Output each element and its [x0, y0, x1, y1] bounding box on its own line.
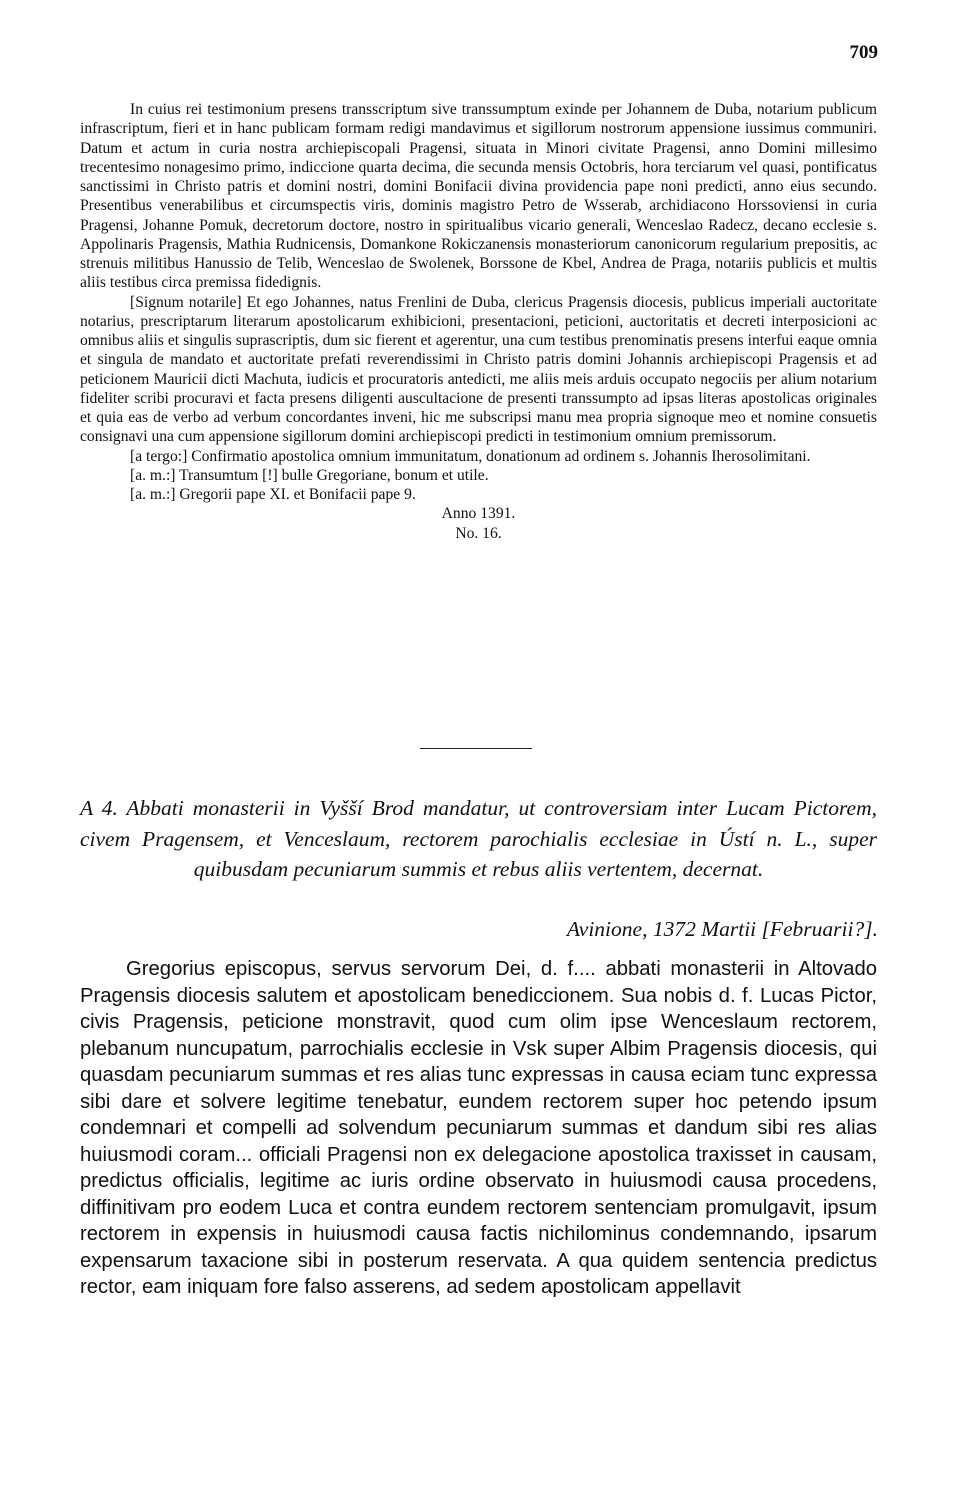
testimonium-paragraph: In cuius rei testimonium presens transscriptum sive transsumptum exinde per Johannem de Duba, notarium publicum infrascriptum, fieri et in hanc publicam formam redigi mandavimus et sigillorum nostrorum appensione iussimus communiri. Datum et actum in curia nostra archiepiscopali Pragensi, situata in Minori civitate Pragensi, anno Domini millesimo trecentesimo nonagesimo primo, indiccione quarta decima, die secunda mensis Octobris, hora terciarum vel quasi, pontificatus sanctissimi in Christo patris et domini nostri, domini Bonifacii divina providencia pape noni predicti, anno eius secundo. Presentibus venerabilibus et circumspectis viris, dominis magistro Petro de Wsserab, archidiacono Horssoviensi in curia Pragensi, Johanne Pomuk, decretorum doctore, nostro in spiritualibus vicario generali, Wenceslao Radecz, decano ecclesie s. Appolinaris Pragensis, Mathia Rudnicensis, Domankone Rokiczanensis monasteriorum canonicorum regularium prepositis, ac strenuis militibus Hanussio de Telib, Wenceslao de Swolenek, Borssone de Kbel, Andrea de Praga, notariis publicis et multis aliis testibus circa premissa fidedignis.	[80, 101, 877, 292]
dateline: Avinione, 1372 Martii [Februarii?].	[566, 917, 878, 941]
document-body: Gregorius episcopus, servus servorum Dei, d. f.... abbati monasterii in Altovado Pragensis diocesis salutem et apostolicam benediccionem. Sua nobis d. f. Lucas Pictor, civis Pragensis, peticione monstravit, quod cum olim ipse Wenceslaum rectorem, plebanum nuncupatum, parrochialis ecclesie in Vsk super Albim Pragensis diocesis, qui quasdam pecuniarum summas et res alias tunc expressas in causa eciam tunc expressa sibi dare et solvere legitime tenebatur, eundem rectorem super hoc petendo ipsum condemnari et compelli ad solvendum pecuniarum summas et dandum sibi res alias huiusmodi coram... officiali Pragensi non ex delegacione apostolica traxisset in causam, predictus officialis, legitime ac iuris ordine observato in huiusmodi causa procedens, diffinitivam pro eodem Luca et contra eundem rectorem sentenciam promulgavit, ipsum rectorem in expensis in huiusmodi causa factis nichilominus condemnando, ipsarum expensarum taxacione sibi in posterum reservata. A qua quidem sentencia predictus rector, eam iniquam fore falso asserens, ad sedem apostolicam appellavit	[80, 958, 877, 1298]
notary-subscription-paragraph: [Signum notarile] Et ego Johannes, natus Frenlini de Duba, clericus Pragensis diocesis, publicus imperiali auctoritate notarius, prescriptarum literarum apostolicarum exhibicioni, presentacioni, peticioni, auctoritatis et decreti interposicioni ac omnibus aliis et singulis suprascriptis, dum sic fierent et agerentur, una cum testibus prenominatis presens interfui eaque omnia et singula de mandato et auctoritate prefati reverendissimi in Christo patris domini Johannis archiepiscopi Pragensis et ad peticionem Mauricii dicti Machuta, iudicis et procuratoris antedicti, me aliis meis arduis occupato negociis per alium notarium fideliter scribi procuravi et facta presens diligenti auscultacione de presenti transsumpto ad ipsas literas apostolicas originales et quia eas de verbo ad verbum concordantes inveni, hic me subscripsi manu mea propria signoque meo et nomine consuetis consignavi una cum appensione sigillorum domini archiepiscopi predicti in testimonium omnium premissorum.	[80, 293, 877, 446]
document-heading	[80, 793, 877, 885]
document-number: A 4.	[80, 796, 118, 820]
later-hand-note-2: [a. m.:] Gregorii pape XI. et Bonifacii pape 9.	[130, 486, 416, 503]
number-line: No. 16.	[455, 524, 502, 542]
anno-line: Anno 1391.	[441, 505, 516, 523]
section-divider	[420, 748, 532, 749]
later-hand-note-1: [a. m.:] Transumtum [!] bulle Gregoriane, bonum et utile.	[130, 466, 489, 484]
previous-document-ending	[80, 100, 877, 543]
dorsal-note-paragraph: [a tergo:] Confirmatio apostolica omnium immunitatum, donationum ad ordinem s. Johannis Iherosolimitani.	[130, 447, 811, 465]
page-number: 709	[849, 42, 878, 63]
document-summary: Abbati monasterii in Vyšší Brod mandatur, ut controversiam inter Lucam Pictorem, civem Pragensem, et Venceslaum, rectorem parochialis ecclesiae in Ústí n. L., super quibusdam pecuniarum summis et rebus aliis vertentem, decernat.	[80, 796, 877, 881]
